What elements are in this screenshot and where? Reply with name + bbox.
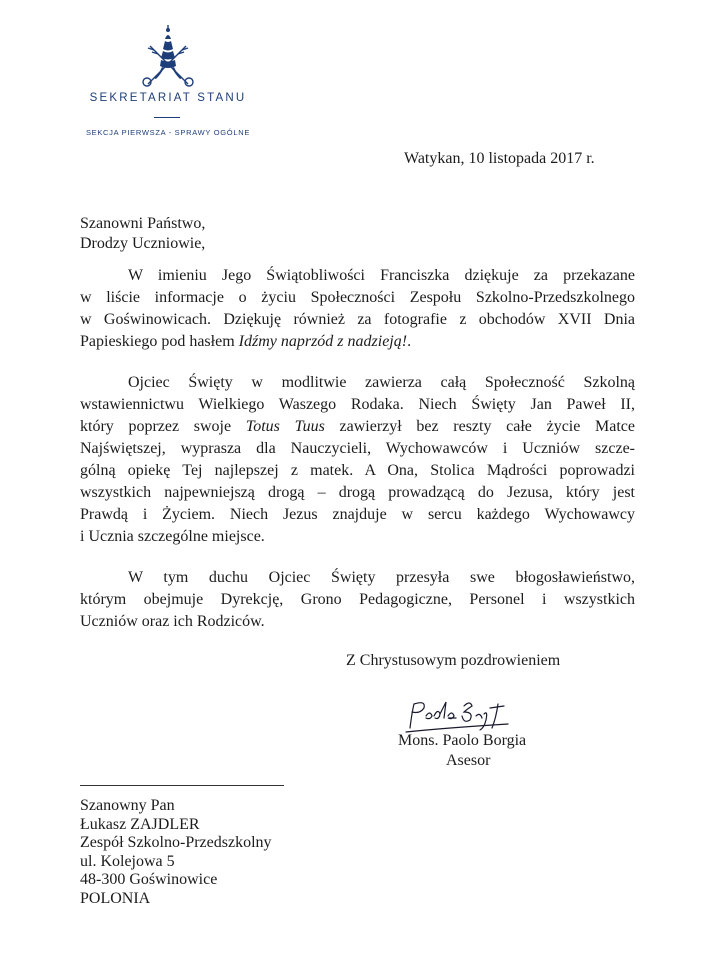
address-line: 48-300 Goświnowice bbox=[80, 871, 218, 888]
body-line bbox=[80, 331, 635, 353]
totus-tuus-italic: Totus Tuus bbox=[245, 418, 325, 435]
address-line: ul. Kolejowa 5 bbox=[80, 852, 175, 870]
handwritten-signature bbox=[404, 698, 518, 734]
body-line: W tym duchu Ojciec Święty przesyła swe błogosławieństwo, bbox=[128, 569, 635, 586]
papal-tiara-keys-icon bbox=[138, 24, 198, 88]
body-line bbox=[80, 416, 635, 438]
salutation-line: Drodzy Uczniowie, bbox=[80, 235, 206, 252]
address-line: POLONIA bbox=[80, 889, 151, 907]
body-line: w Goświnowicach. Dziękuję również za fotografie z obchodów XVII Dnia bbox=[80, 311, 635, 328]
closing-phrase: Z Chrystusowym pozdrowieniem bbox=[346, 652, 561, 669]
paragraph-3 bbox=[80, 567, 635, 633]
paragraph-1 bbox=[80, 265, 635, 353]
letterhead-title: SEKRETARIAT STANU bbox=[89, 92, 247, 104]
body-line: Uczniów oraz ich Rodziców. bbox=[80, 613, 265, 630]
letterhead-subtitle: SEKCJA PIERWSZA - SPRAWY OGÓLNE bbox=[85, 128, 251, 137]
body-line: gólną opiekę Tej najlepszej z matek. A Ona, Stolica Mądrości poprowadzi bbox=[80, 462, 635, 479]
body-line: W imieniu Jego Świątobliwości Franciszka dziękuje za przekazane bbox=[128, 267, 635, 284]
body-text: Papieskiego pod hasłem bbox=[80, 333, 239, 350]
motto-italic: Idźmy naprzód z nadzieją! bbox=[238, 333, 408, 350]
body-text: . bbox=[407, 333, 412, 350]
address-line: Łukasz ZAJDLER bbox=[80, 815, 200, 833]
address-line: Szanowny Pan bbox=[80, 797, 175, 814]
paragraph-2 bbox=[80, 372, 635, 548]
letter-date: Watykan, 10 listopada 2017 r. bbox=[404, 150, 595, 167]
signer-block bbox=[398, 731, 526, 771]
salutation-line: Szanowni Państwo, bbox=[80, 215, 206, 232]
signer-role: Asesor bbox=[446, 752, 491, 769]
address-line: Zespół Szkolno-Przedszkolny bbox=[80, 834, 272, 851]
signer-name: Mons. Paolo Borgia bbox=[398, 732, 527, 749]
body-line: Ojciec Święty w modlitwie zawierza całą Społeczność Szkolną bbox=[128, 374, 635, 391]
body-line: wstawiennictwu Wielkiego Waszego Rodaka. Niech Święty Jan Paweł II, bbox=[80, 396, 635, 413]
body-line: którym obejmuje Dyrekcję, Grono Pedagogiczne, Personel i wszystkich bbox=[80, 591, 635, 608]
address-divider bbox=[80, 785, 284, 786]
salutation bbox=[80, 214, 205, 254]
letterhead-divider bbox=[154, 117, 180, 118]
body-line: w liście informacje o życiu Społeczności Zespołu Szkolno-Przedszkolnego bbox=[80, 289, 635, 306]
recipient-address bbox=[80, 797, 272, 908]
body-line: wszystkich najpewniejszą drogą – drogą prowadzącą do Jezusa, który jest bbox=[80, 484, 635, 501]
body-line: i Ucznia szczególne miejsce. bbox=[80, 528, 265, 545]
body-text: zawierzył bez reszty całe życie Matce bbox=[324, 418, 636, 435]
body-line: Najświętszej, wyprasza dla Nauczycieli, Wychowawców i Uczniów szcze- bbox=[80, 440, 635, 457]
body-line: Prawdą i Życiem. Niech Jezus znajduje w sercu każdego Wychowawcy bbox=[80, 506, 635, 523]
body-text: który poprzez swoje bbox=[80, 418, 246, 435]
